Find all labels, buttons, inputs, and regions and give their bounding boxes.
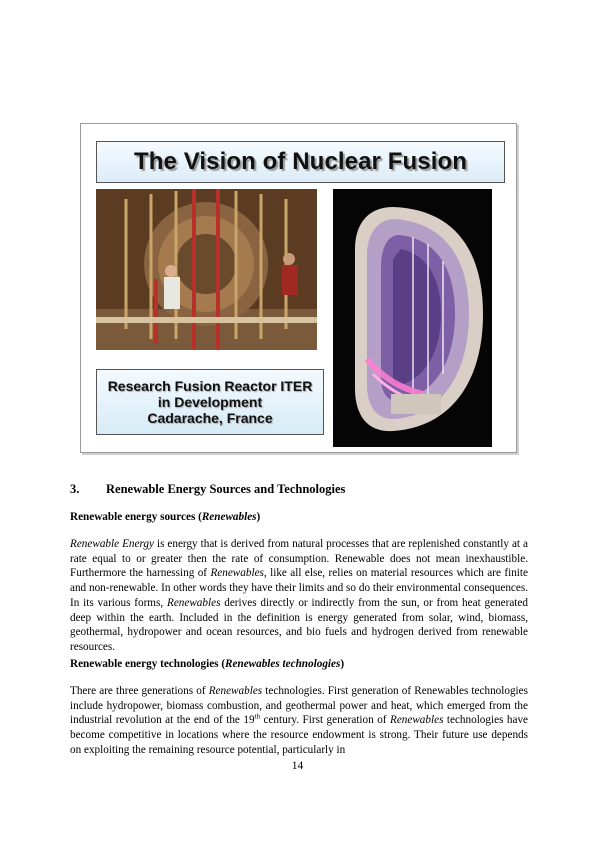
paragraph-technology-generations: There are three generations of Renewables technologies. First generation of Renewables technologies include hydropower, biomass combustion, and geothermal power and heat, which emerged from the industrial revolution at the end of the 19th century. First generation of Renewables technologies have become competitive in locations where the resource endowment is strong. Their future use depends on exploiting the remaining resource potential, particularly in [70, 685, 529, 756]
fusion-reactor-photo-art [96, 189, 317, 350]
subheading-renewable-technologies [70, 658, 344, 670]
subheading-text: Renewable energy technologies ( [70, 658, 226, 670]
caption-line-3: Cadarache, France [147, 410, 273, 426]
paragraph-renewable-energy-definition: Renewable Energy is energy that is derived from natural processes that are replenished constantly at a rate equal to or greater then the rate of consumption. Renewable does not mean inexhaustible. Furthermore the harnessing of Renewables, like all else, relies on material resources which are finite and non-renewable. In other words they have their limits and so do their environmental consequences. In its various forms, Renewables derives directly or indirectly from the sun, or from heat generated deep within the earth. Included in the definition is energy generated from solar, wind, biomass, geothermal, hydropower and ocean resources, and bio fuels and hydrogen derived from renewable resources. [70, 538, 528, 653]
slide-title-box [96, 141, 505, 183]
section-number: 3. [70, 482, 80, 496]
tokamak-cutaway-art [333, 189, 492, 447]
tokamak-cutaway-image [333, 189, 492, 447]
caption-line-2: in Development [157, 394, 263, 410]
subheading-italic: Renewables [201, 511, 257, 523]
subheading-close: ) [340, 658, 345, 670]
subheading-italic: Renewables technologies [225, 658, 341, 670]
subheading-text: Renewable energy sources ( [70, 511, 202, 523]
figure-slide [80, 123, 517, 453]
slide-title: The Vision of Nuclear Fusion [133, 148, 468, 175]
section-title: Renewable Energy Sources and Technologies [106, 482, 346, 496]
subheading-close: ) [256, 511, 261, 523]
caption-line-1: Research Fusion Reactor ITER [107, 378, 313, 394]
figure-caption-box [96, 369, 324, 435]
section-heading [70, 482, 345, 497]
page-number: 14 [291, 760, 304, 772]
fusion-reactor-photo [96, 189, 317, 350]
subheading-renewable-sources [70, 511, 260, 523]
